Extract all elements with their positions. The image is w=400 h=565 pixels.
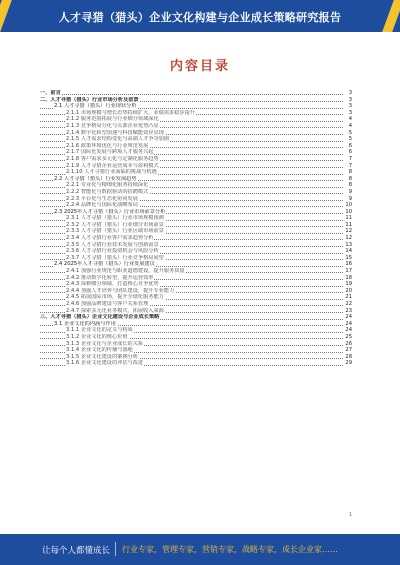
toc-entry[interactable] xyxy=(40,209,352,216)
toc-entry-page: 19 xyxy=(345,281,352,288)
toc-entry-label: 2.1.10 人才寻猎行业面临的挑战与机遇 xyxy=(66,169,157,176)
toc-entry-label: 2.1 人才寻猎（猎头）行业现状分析 xyxy=(54,103,137,110)
toc-entry[interactable] xyxy=(40,189,352,196)
toc-entry[interactable] xyxy=(40,301,352,308)
toc-entry-page: 23 xyxy=(345,307,352,314)
toc-entry[interactable] xyxy=(40,156,352,163)
toc-entry[interactable] xyxy=(40,242,352,249)
toc-entry-label: 2.1.6 政策环境优化与行业规范发展 xyxy=(66,142,149,149)
toc-entry-label: 2.3.7 人才寻猎（猎头）行业竞争格局展望 xyxy=(66,254,164,261)
toc-entry-page: 8 xyxy=(348,175,352,182)
toc-entry-page: 11 xyxy=(345,221,352,228)
toc-entry-page: 20 xyxy=(345,287,352,294)
toc-entry-page: 3 xyxy=(348,96,352,103)
toc-entry-label: 2.3.1 人才寻猎（猎头）行业市场规模预测 xyxy=(66,215,164,222)
toc-entry[interactable] xyxy=(40,215,352,222)
toc-entry-label: 2.2.2 智能化与数据驱动的招聘模式 xyxy=(66,188,149,195)
toc-entry-label: 三、人才寻猎（猎头）企业文化建设与企业成长策略 xyxy=(40,314,160,321)
toc-entry-label: 2.3.6 人才寻猎行业投资机会与风险分析 xyxy=(66,248,159,255)
toc-entry[interactable] xyxy=(40,222,352,229)
toc-entry-label: 2.2.1 专业化与精细化服务持续深化 xyxy=(66,182,149,189)
toc-entry-label: 2.4.2 推动数字化转型，提升运营效率 xyxy=(66,274,154,281)
toc-entry-page: 17 xyxy=(345,268,352,275)
toc-entry-page: 12 xyxy=(345,228,352,235)
toc-entry-label: 2.4.3 深耕细分领域，打造核心竞争优势 xyxy=(66,281,159,288)
toc-entry-label: 二、人才寻猎（猎头）行业市场分析及前景 xyxy=(40,96,139,103)
toc-entry[interactable] xyxy=(40,202,352,209)
toc-entry-page: 6 xyxy=(348,149,352,156)
toc-entry-page: 5 xyxy=(348,129,352,136)
toc-entry-page: 16 xyxy=(345,261,352,268)
toc-entry-label: 3.1.4 企业文化的传播与落地 xyxy=(66,347,133,354)
toc-entry-label: 2.2.3 平台化与生态化协同发展 xyxy=(66,195,138,202)
toc-entry[interactable] xyxy=(40,308,352,315)
toc-entry[interactable] xyxy=(40,327,352,334)
toc-entry-page: 9 xyxy=(348,188,352,195)
toc-entry[interactable] xyxy=(40,288,352,295)
toc-entry-label: 2.3.2 人才寻猎（猎头）行业细分市场前景 xyxy=(66,221,164,228)
toc-entry-page: 3 xyxy=(348,90,352,96)
toc-entry[interactable] xyxy=(40,169,352,176)
footer-divider xyxy=(115,542,116,556)
toc-entry-label: 2.4.6 加强品牌建设与客户关系管理 xyxy=(66,301,149,307)
toc-entry[interactable] xyxy=(40,130,352,137)
toc-entry-label: 2.2 人才寻猎（猎头）行业发展趋势 xyxy=(54,175,137,182)
toc-entry[interactable] xyxy=(40,248,352,255)
toc-entry[interactable] xyxy=(40,90,352,97)
toc-entry[interactable] xyxy=(40,281,352,288)
toc-entry[interactable] xyxy=(40,228,352,235)
toc-entry[interactable] xyxy=(40,116,352,123)
toc-entry-page: 27 xyxy=(345,347,352,354)
toc-title: 内容目录 xyxy=(169,59,230,74)
toc-entry-label: 2.4.1 加强行业规范与职业道德建设，提升服务质量 xyxy=(66,268,185,275)
toc-entry-label: 3.1.6 企业文化建设的评估与改进 xyxy=(66,360,144,367)
toc-entry-label: 2.1.1 市场规模与增长态势持续扩大，业绩需求稳步提升 xyxy=(66,109,195,116)
toc-entry-page: 24 xyxy=(345,314,352,321)
toc-entry-page: 13 xyxy=(345,241,352,248)
toc-entry[interactable] xyxy=(40,182,352,189)
toc-entry-page: 24 xyxy=(345,320,352,327)
toc-entry-label: 3.1.5 企业文化建设的案例分析 xyxy=(66,353,138,360)
toc-entry-page: 8 xyxy=(348,169,352,176)
toc-entry-label: 2.1.7 国际化发展与跨境人才服务兴起 xyxy=(66,149,154,156)
toc-entry[interactable] xyxy=(40,97,352,104)
toc-entry-page: 7 xyxy=(348,155,352,162)
toc-entry-page: 22 xyxy=(345,301,352,307)
toc-entry-page: 29 xyxy=(345,360,352,367)
toc-entry-page: 14 xyxy=(345,248,352,255)
toc-entry-page: 10 xyxy=(345,202,352,209)
toc-entry[interactable] xyxy=(40,123,352,130)
toc-entry-label: 3.1.1 企业文化的定义与构成 xyxy=(66,327,133,334)
toc-entry[interactable] xyxy=(40,321,352,328)
toc-entry-page: 3 xyxy=(348,103,352,110)
toc-entry-page: 15 xyxy=(345,254,352,261)
toc-entry[interactable] xyxy=(40,143,352,150)
toc-entry[interactable] xyxy=(40,341,352,348)
toc-entry[interactable] xyxy=(40,149,352,156)
toc-entry-page: 11 xyxy=(345,215,352,222)
toc-entry-label: 2.4.7 探索多元化业务模式，拓展收入来源 xyxy=(66,307,164,314)
toc-entry[interactable] xyxy=(40,261,352,268)
toc-entry[interactable] xyxy=(40,360,352,367)
toc-entry-page: 26 xyxy=(345,340,352,347)
toc-entry-page: 4 xyxy=(348,122,352,129)
toc-entry-page: 9 xyxy=(348,195,352,202)
toc-entry[interactable] xyxy=(40,354,352,361)
toc-entry-label: 3.1 企业文化的内涵与作用 xyxy=(54,320,116,327)
toc-entry-label: 2.4.4 加强人才培养与团队建设，提升专业能力 xyxy=(66,287,175,294)
toc-entry-page: 21 xyxy=(345,294,352,301)
toc-entry-page: 3 xyxy=(348,109,352,116)
toc-entry[interactable] xyxy=(40,275,352,282)
toc-entry[interactable] xyxy=(40,255,352,262)
toc-entry[interactable] xyxy=(40,103,352,110)
toc-entry-label: 2.3.3 人才寻猎（猎头）行业区域市场前景 xyxy=(66,228,164,235)
toc-entry-page: 8 xyxy=(348,182,352,189)
toc-entry[interactable] xyxy=(40,235,352,242)
toc-leader-dots xyxy=(40,94,343,95)
toc-entry[interactable] xyxy=(40,196,352,203)
footer-slogan: 让每个人都懂成长 xyxy=(42,546,111,556)
toc-entry[interactable] xyxy=(40,314,352,321)
toc-entry-label: 2.1.2 服务范围拓展与行业细分领域深化 xyxy=(66,116,159,123)
toc-entry-label: 2.3.5 人才寻猎行业技术发展与创新前景 xyxy=(66,241,159,248)
toc-entry[interactable] xyxy=(40,163,352,170)
toc-entry[interactable] xyxy=(40,334,352,341)
header-banner xyxy=(0,0,400,32)
footer-banner xyxy=(0,534,400,565)
toc-entry-page: 18 xyxy=(345,274,352,281)
toc-entry-page: 25 xyxy=(345,333,352,340)
toc-entry-page: 5 xyxy=(348,136,352,143)
toc-entry-label: 3.1.2 企业文化的核心价值 xyxy=(66,333,128,340)
toc-entry-label: 2.4 2025年人才寻猎（猎头）行业发展建议 xyxy=(54,261,155,268)
toc-entry-page: 10 xyxy=(345,208,352,215)
toc-entry-label: 一、前言 xyxy=(40,90,61,96)
page-number: 1 xyxy=(348,512,352,518)
toc-entry[interactable] xyxy=(40,294,352,301)
footer-tagline: 行业专家，管理专家，营销专家，战略专家，成长企业家…… xyxy=(122,545,338,554)
toc-entry-label: 2.1.8 客户需求多元化与定制化服务趋势 xyxy=(66,155,159,162)
table-of-contents xyxy=(40,90,352,367)
toc-entry-label: 2.1.4 数字化转型加速与科技赋能效应显现 xyxy=(66,129,164,136)
toc-entry-label: 2.4.5 拓展国际市场，提升全球化服务能力 xyxy=(66,294,164,301)
toc-entry-label: 2.3.4 人才寻猎行业客户需求趋势分析 xyxy=(66,235,154,242)
toc-entry-page: 7 xyxy=(348,162,352,169)
toc-entry[interactable] xyxy=(40,176,352,183)
document-title: 人才寻猎（猎头）企业文化构建与企业成长策略研究报告 xyxy=(58,11,342,24)
toc-entry-page: 4 xyxy=(348,116,352,123)
toc-entry-label: 2.2.4 品牌化与国际化战略布局 xyxy=(66,202,138,209)
toc-entry[interactable] xyxy=(40,268,352,275)
toc-entry-page: 28 xyxy=(345,353,352,360)
toc-entry-page: 24 xyxy=(345,327,352,334)
toc-entry-page: 6 xyxy=(348,142,352,149)
toc-entry-label: 2.3 2025年人才寻猎（猎头）行业市场前景分析 xyxy=(54,208,166,215)
toc-entry[interactable] xyxy=(40,347,352,354)
toc-entry[interactable] xyxy=(40,136,352,143)
toc-entry-label: 2.1.5 人才需求结构变化与高端人才争夺加剧 xyxy=(66,136,170,143)
toc-entry-page: 12 xyxy=(345,235,352,242)
toc-entry[interactable] xyxy=(40,110,352,117)
toc-entry-label: 2.1.3 竞争格局分化与头部企业优势凸显 xyxy=(66,122,159,129)
toc-entry-label: 2.1.9 人才寻猎企业运营成本与盈利模式 xyxy=(66,162,159,169)
toc-entry-label: 3.1.3 企业文化与企业成长的关系 xyxy=(66,340,144,347)
